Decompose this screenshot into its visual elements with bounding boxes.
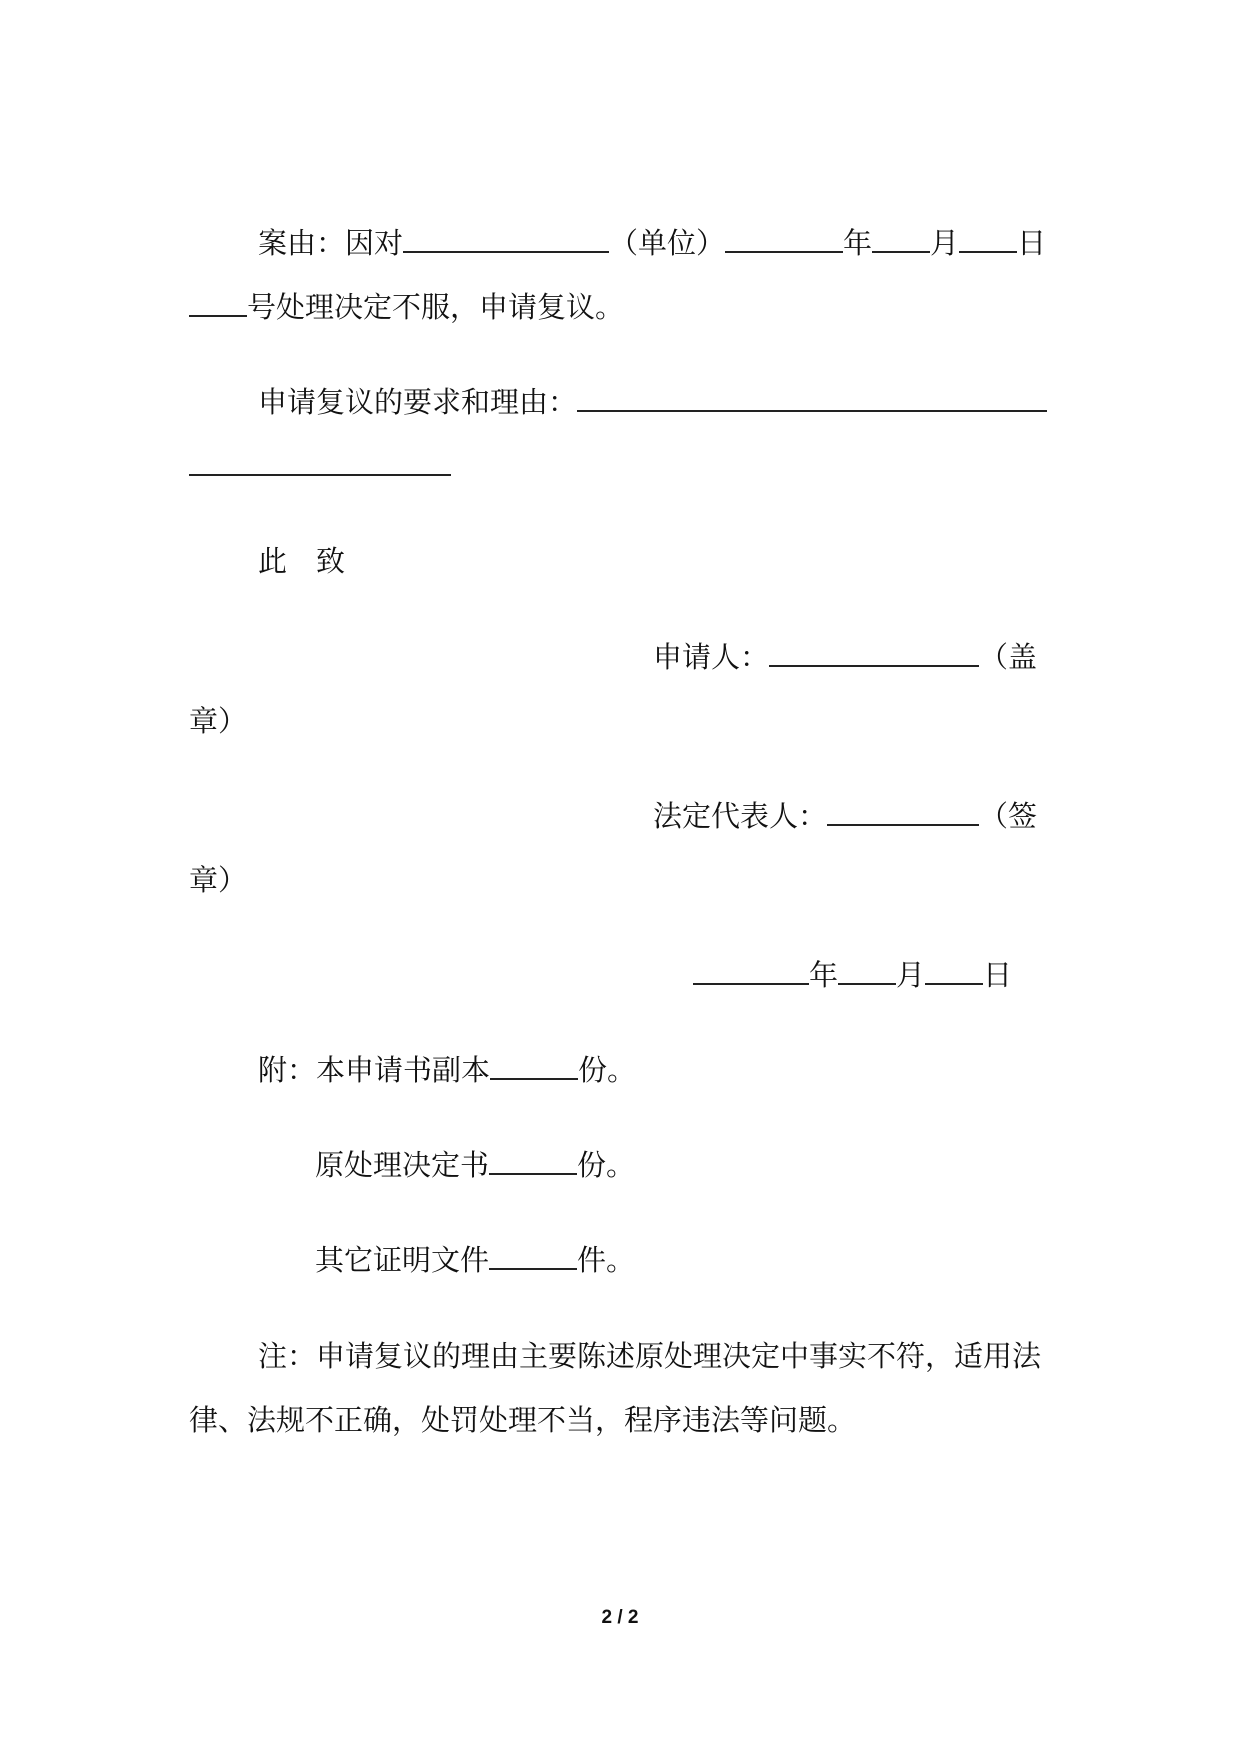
attachment-item-3 [315, 1240, 635, 1280]
attachment-1-blank[interactable] [490, 1050, 578, 1080]
case-prefix: 案由：因对 [258, 226, 404, 260]
reason-label: 申请复议的要求和理由： [258, 385, 578, 419]
day-blank[interactable] [959, 223, 1017, 253]
attachment-2-suffix: 份。 [577, 1148, 636, 1182]
representative-label: 法定代表人： [653, 799, 828, 833]
case-month-label: 月 [930, 226, 960, 260]
note-line-1: 注：申请复议的理由主要陈述原处理决定中事实不符，适用法 [258, 1339, 1042, 1373]
case-year-label: 年 [843, 226, 873, 260]
attachment-3-suffix: 件。 [577, 1243, 636, 1277]
attachment-2-prefix: 原处理决定书 [315, 1148, 490, 1182]
attachment-1-prefix: 附：本申请书副本 [258, 1053, 491, 1087]
note-line-2: 律、法规不正确，处罚处理不当，程序违法等问题。 [189, 1403, 857, 1437]
unit-blank[interactable] [403, 223, 609, 253]
date-day-label: 日 [983, 958, 1013, 992]
representative-blank[interactable] [827, 796, 979, 826]
attachment-3-prefix: 其它证明文件 [315, 1243, 490, 1277]
seal-open: （盖 [979, 640, 1038, 674]
applicant-label: 申请人： [653, 640, 770, 674]
year-blank[interactable] [725, 223, 843, 253]
sign-open: （签 [979, 799, 1038, 833]
date-year-blank[interactable] [693, 955, 809, 985]
attachment-item-1 [258, 1050, 636, 1090]
reason-line-1 [258, 382, 1047, 422]
date-year-label: 年 [809, 958, 839, 992]
applicant-blank[interactable] [769, 637, 979, 667]
date-month-label: 月 [896, 958, 926, 992]
case-line-1 [258, 223, 1046, 263]
date-day-blank[interactable] [925, 955, 983, 985]
date-line [693, 955, 1012, 995]
representative-line [653, 796, 1037, 836]
case-unit-label: （单位） [609, 226, 726, 260]
case-line-2 [189, 287, 624, 327]
attachment-1-suffix: 份。 [578, 1053, 637, 1087]
case-line-2-text: 号处理决定不服，申请复议。 [247, 290, 625, 324]
reason-blank-1[interactable] [577, 382, 1047, 412]
representative-sign-close: 章） [189, 863, 248, 897]
month-blank[interactable] [872, 223, 930, 253]
attachment-2-blank[interactable] [489, 1145, 577, 1175]
applicant-seal-close: 章） [189, 704, 248, 738]
date-month-blank[interactable] [838, 955, 896, 985]
applicant-line [653, 637, 1037, 677]
number-blank[interactable] [189, 287, 247, 317]
closing: 此致 [258, 544, 375, 578]
reason-line-2 [189, 446, 451, 486]
reason-blank-2[interactable] [189, 446, 451, 476]
case-day-label: 日 [1017, 226, 1047, 260]
page-number: 2 / 2 [601, 1607, 639, 1628]
attachment-3-blank[interactable] [489, 1240, 577, 1270]
attachment-item-2 [315, 1145, 635, 1185]
